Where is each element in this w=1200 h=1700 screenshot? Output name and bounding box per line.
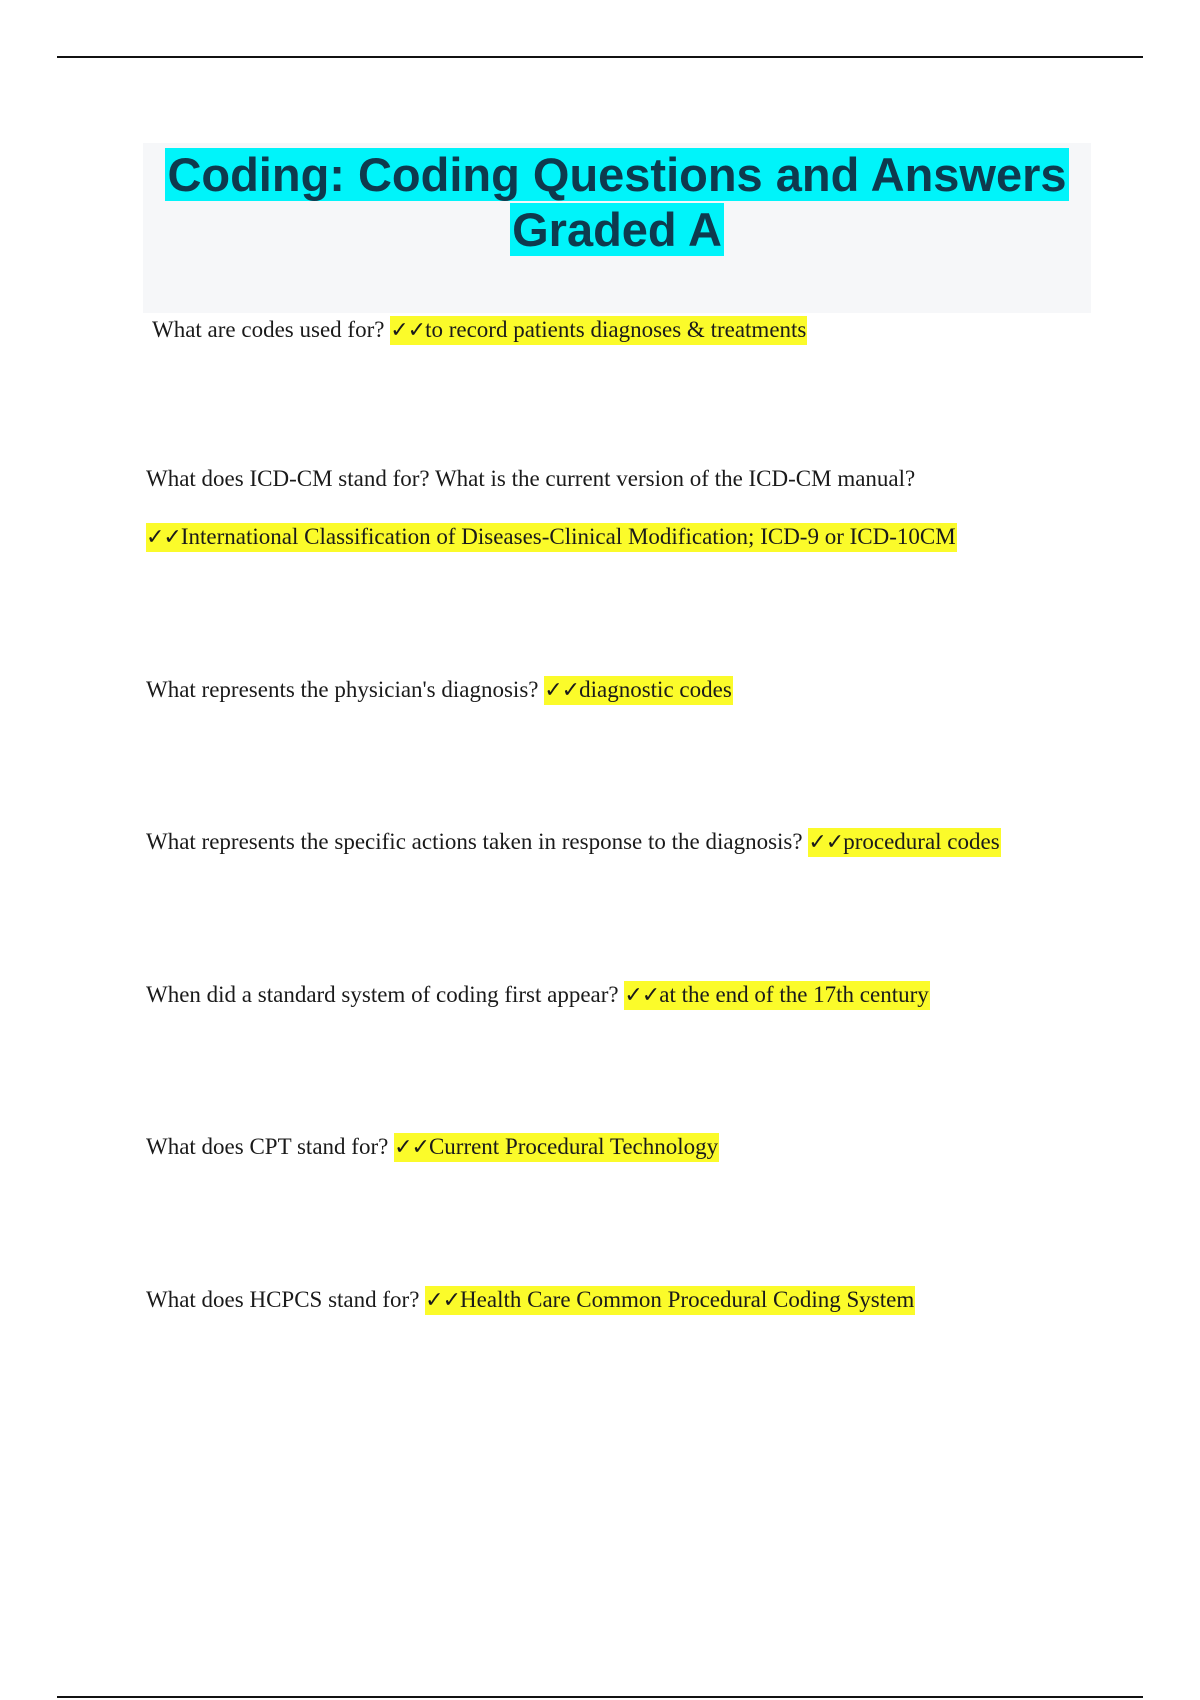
answer-highlight: [808, 828, 1000, 857]
question-text: What does HCPCS stand for?: [146, 1287, 426, 1312]
question-text: What does ICD-CM stand for? What is the current version of the ICD-CM manual?: [146, 466, 916, 491]
qa-item-5: [146, 979, 930, 1012]
title-block: [143, 143, 1091, 313]
answer-highlight: [425, 1286, 915, 1315]
qa-item-2-question: [146, 463, 915, 495]
qa-item-3: [146, 674, 733, 707]
answer-highlight: [624, 981, 929, 1010]
answer-text: to record patients diagnoses & treatments: [425, 317, 807, 342]
qa-item-1: [152, 314, 807, 347]
qa-item-6: [146, 1131, 719, 1164]
double-check-icon: ✓✓: [394, 1135, 429, 1160]
answer-highlight: [390, 316, 807, 345]
bottom-rule: [57, 1696, 1143, 1698]
qa-item-7: [146, 1284, 915, 1317]
answer-text: International Classification of Diseases-Clinical Modification; ICD-9 or ICD-10CM: [180, 524, 956, 549]
double-check-icon: ✓✓: [146, 525, 181, 550]
answer-text: Current Procedural Technology: [428, 1134, 719, 1159]
question-text: What represents the physician's diagnosis?: [146, 677, 545, 702]
answer-text: procedural codes: [843, 829, 1000, 854]
question-text: When did a standard system of coding first appear?: [146, 982, 625, 1007]
double-check-icon: ✓✓: [808, 830, 844, 855]
double-check-icon: ✓✓: [425, 1288, 461, 1313]
double-check-icon: ✓✓: [544, 678, 580, 703]
question-text: What represents the specific actions taken in response to the diagnosis?: [146, 829, 809, 854]
qa-item-4: [146, 826, 1001, 859]
answer-text: diagnostic codes: [579, 677, 732, 702]
question-text: What are codes used for?: [152, 317, 391, 342]
answer-highlight: [146, 523, 957, 552]
answer-text: Health Care Common Procedural Coding System: [460, 1287, 915, 1312]
top-rule: [57, 56, 1143, 58]
qa-item-2-answer: [146, 521, 957, 554]
title-line-2: Graded A: [512, 203, 722, 256]
answer-highlight: [544, 676, 733, 705]
double-check-icon: ✓✓: [624, 983, 660, 1008]
title-line-1: Coding: Coding Questions and Answers: [167, 148, 1067, 201]
answer-text: at the end of the 17th century: [659, 982, 929, 1007]
double-check-icon: ✓✓: [390, 318, 426, 343]
answer-highlight: [394, 1133, 719, 1162]
page-title: [143, 143, 1091, 257]
question-text: What does CPT stand for?: [146, 1134, 395, 1159]
